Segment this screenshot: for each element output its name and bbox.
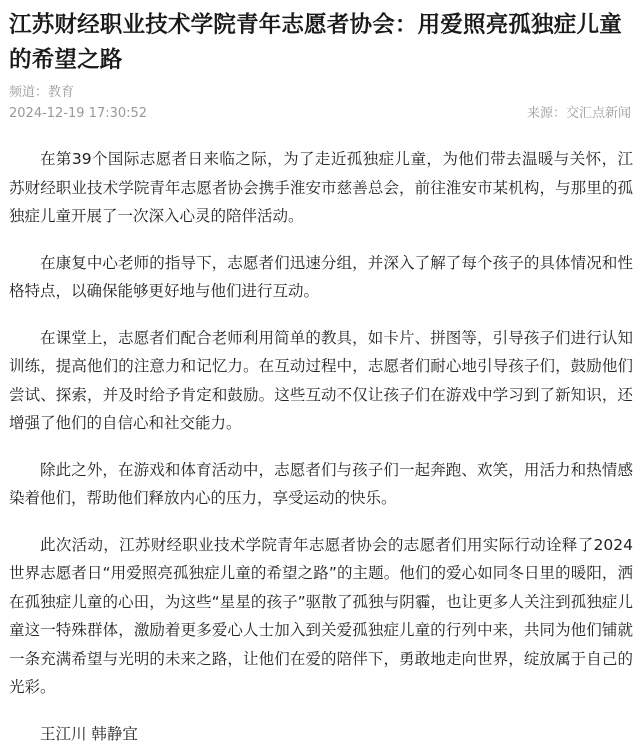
publish-datetime: 2024-12-19 17:30:52 xyxy=(9,106,148,121)
body-paragraph: 此次活动，江苏财经职业技术学院青年志愿者协会的志愿者们用实际行动诠释了2024世界志愿者日“用爱照亮孤独症儿童的希望之路”的主题。他们的爱心如同冬日里的暖阳，洒在孤独症儿童的心田，为这些“星星的孩子”驱散了孤独与阴霾，也让更多人关注到孤独症儿童这一特殊群体，激励着更多爱心人士加入到关爱孤独症儿童的行列中来，共同为他们铺就一条充满希望与光明的未来之路，让他们在爱的陪伴下，勇敢地走向世界，绽放属于自己的光彩。 xyxy=(9,535,633,696)
body-paragraph: 在课堂上，志愿者们配合老师利用简单的教具，如卡片、拼图等，引导孩子们进行认知训练，提高他们的注意力和记忆力。在互动过程中，志愿者们耐心地引导孩子们，鼓励他们尝试、探索，并及时给予肯定和鼓励。这些互动不仅让孩子们在游戏中学习到了新知识，还增强了他们的自信心和社交能力。 xyxy=(9,328,633,432)
article-title: 江苏财经职业技术学院青年志愿者协会：用爱照亮孤独症儿童的希望之路 xyxy=(9,12,622,73)
article-author: 王江川 韩静宜 xyxy=(40,724,138,743)
channel-label: 频道： xyxy=(9,85,49,100)
body-paragraph: 在康复中心老师的指导下，志愿者们迅速分组，并深入了解了每个孩子的具体情况和性格特点，以确保能够更好地与他们进行互动。 xyxy=(9,253,633,300)
date-source-row xyxy=(9,105,633,123)
channel-link[interactable]: 教育 xyxy=(48,85,75,100)
article-body xyxy=(9,145,633,748)
source-info xyxy=(527,105,633,123)
article-meta xyxy=(9,84,633,123)
body-paragraph: 在第39个国际志愿者日来临之际，为了走近孤独症儿童，为他们带去温暖与关怀，江苏财经职业技术学院青年志愿者协会携手淮安市慈善总会，前往淮安市某机构，与那里的孤独症儿童开展了一次深入心灵的陪伴活动。 xyxy=(9,150,633,225)
body-paragraph: 除此之外，在游戏和体育活动中，志愿者们与孩子们一起奔跑、欢笑，用活力和热情感染着他们，帮助他们释放内心的压力，享受运动的快乐。 xyxy=(9,460,633,507)
source-name: 交汇点新闻 xyxy=(565,106,631,121)
source-label: 来源： xyxy=(526,106,566,121)
channel-info xyxy=(9,84,74,102)
channel-row xyxy=(9,84,633,102)
